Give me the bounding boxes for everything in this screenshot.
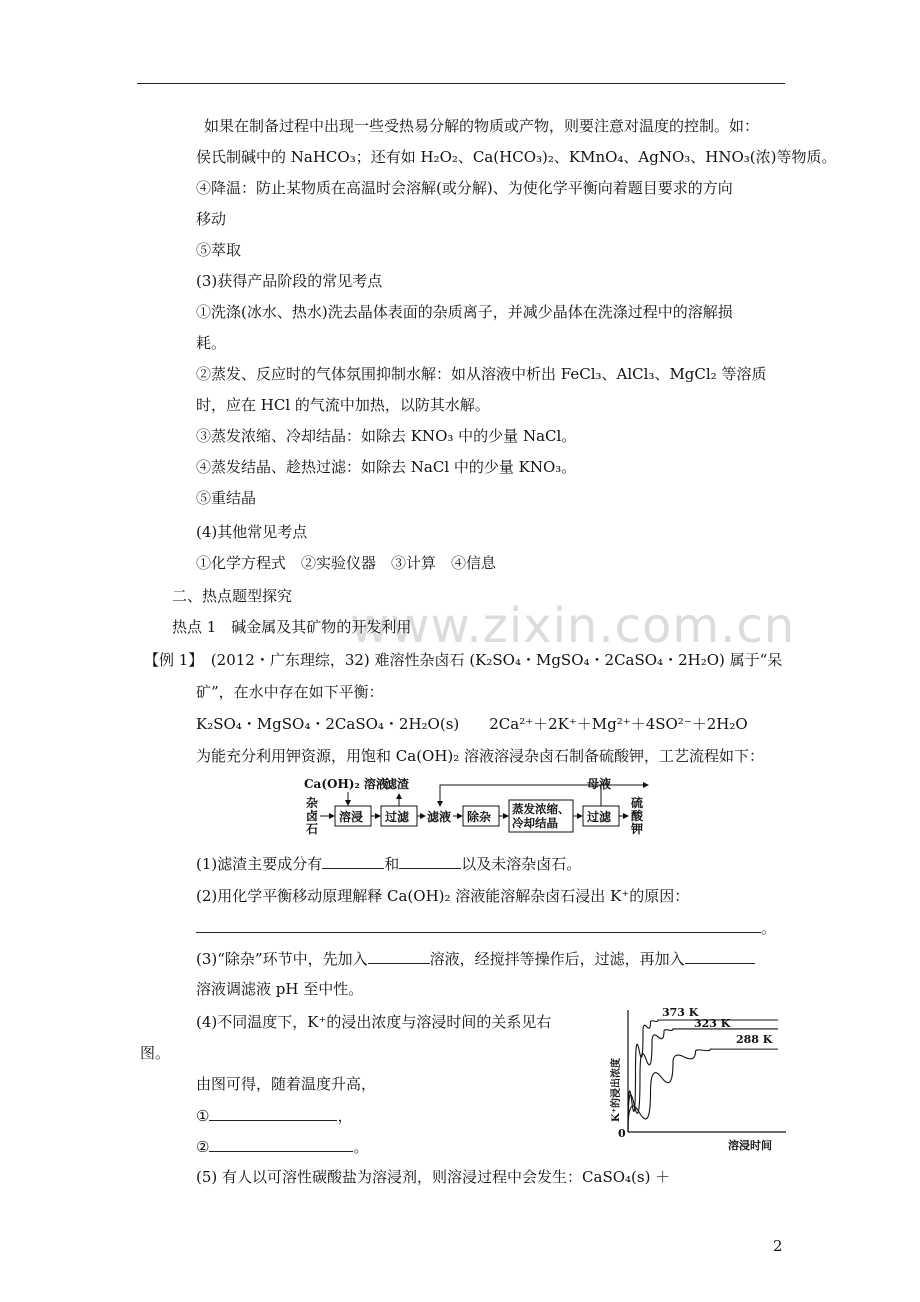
header-rule bbox=[137, 83, 785, 84]
text-line: ①洗涤(冰水、热水)洗去晶体表面的杂质离子，并减少晶体在洗涤过程中的溶解损 bbox=[196, 303, 733, 321]
text-line: 如果在制备过程中出现一些受热易分解的物质或产物，则要注意对温度的控制。如： bbox=[204, 117, 760, 135]
text-line: 为能充分利用钾资源，用饱和 Ca(OH)₂ 溶液溶浸杂卤石制备硫酸钾，工艺流程如下： bbox=[196, 747, 765, 765]
label-residue: 滤渣 bbox=[385, 777, 410, 791]
q1-text: 以及未溶杂卤石。 bbox=[461, 855, 582, 873]
page-number: 2 bbox=[773, 1237, 783, 1255]
question-4-item1 bbox=[196, 1105, 352, 1126]
q4-item1-end: ， bbox=[337, 1107, 353, 1125]
label-caoh2: Ca(OH)₂ 溶液 bbox=[304, 777, 388, 791]
question-4-item2 bbox=[196, 1136, 368, 1157]
process-flow-diagram bbox=[300, 773, 660, 839]
box-purify-label: 除杂 bbox=[467, 810, 492, 824]
q2-end: 。 bbox=[761, 919, 777, 937]
text-line: ④蒸发结晶、趁热过滤：如除去 NaCl 中的少量 KNO₃。 bbox=[196, 458, 577, 476]
label-end: 钾 bbox=[631, 822, 644, 836]
q3-blank-1[interactable] bbox=[368, 948, 430, 964]
equation-line: K₂SO₄・MgSO₄・2CaSO₄・2H₂O(s) 2Ca²⁺＋2K⁺＋Mg²⁺＋4SO²⁻＋2H₂O bbox=[196, 715, 748, 733]
label-filtrate: 滤液 bbox=[427, 810, 452, 824]
label-start: 杂 bbox=[306, 796, 319, 810]
label-start: 卤 bbox=[306, 809, 319, 823]
x-axis-label: 溶浸时间 bbox=[728, 1139, 772, 1152]
question-3 bbox=[196, 948, 755, 969]
question-4-line2: 图。 bbox=[140, 1044, 171, 1062]
q4-blank-2[interactable] bbox=[209, 1136, 353, 1152]
box-leach-label: 溶浸 bbox=[339, 810, 364, 824]
q3-blank-2[interactable] bbox=[685, 948, 755, 964]
section-heading: (4)其他常见考点 bbox=[196, 523, 308, 541]
label-end: 酸 bbox=[631, 809, 644, 823]
y-axis-label: K⁺的浸出浓度 bbox=[611, 1058, 622, 1122]
text-line: 侯氏制碱中的 NaHCO₃；还有如 H₂O₂、Ca(HCO₃)₂、KMnO₄、AgNO₃、HNO₃(浓)等物质。 bbox=[196, 148, 837, 166]
leaching-concentration-chart bbox=[606, 1000, 790, 1152]
q3-text: 溶液，经搅拌等操作后，过滤，再加入 bbox=[429, 950, 685, 968]
question-5: (5) 有人以可溶性碳酸盐为溶浸剂，则溶浸过程中会发生：CaSO₄(s) ＋ bbox=[196, 1168, 671, 1186]
question-1 bbox=[196, 853, 581, 874]
q1-blank-1[interactable] bbox=[322, 853, 384, 869]
question-2: (2)用化学平衡移动原理解释 Ca(OH)₂ 溶液能溶解杂卤石浸出 K⁺的原因： bbox=[196, 887, 690, 905]
section-heading: (3)获得产品阶段的常见考点 bbox=[196, 272, 383, 290]
text-line: ②蒸发、反应时的气体氛围抑制水解：如从溶液中析出 FeCl₃、AlCl₃、MgCl₂ 等溶质 bbox=[196, 365, 767, 383]
series-label-1: 373 K bbox=[662, 1006, 699, 1019]
question-4: (4)不同温度下，K⁺的浸出浓度与溶浸时间的关系见右 bbox=[196, 1013, 552, 1031]
text-line: ③蒸发浓缩、冷却结晶：如除去 KNO₃ 中的少量 NaCl。 bbox=[196, 427, 577, 445]
label-start: 石 bbox=[306, 822, 319, 836]
label-mother-liquor: 母液 bbox=[587, 777, 612, 791]
text-line: ⑤重结晶 bbox=[196, 489, 257, 507]
question-3-line2: 溶液调滤液 pH 至中性。 bbox=[196, 980, 364, 998]
series-label-2: 323 K bbox=[694, 1016, 731, 1030]
topic-heading: 热点 1 碱金属及其矿物的开发利用 bbox=[172, 618, 412, 636]
box-evaporate-label: 冷却结晶 bbox=[512, 816, 558, 830]
origin-label: 0 bbox=[618, 1127, 626, 1140]
q4-blank-1[interactable] bbox=[209, 1105, 337, 1121]
text-line: 时，应在 HCl 的气流中加热，以防其水解。 bbox=[196, 396, 490, 414]
watermark: www.zixin.com.cn bbox=[350, 598, 796, 654]
q2-blank[interactable] bbox=[196, 917, 761, 933]
box-filter-1-label: 过滤 bbox=[385, 810, 410, 824]
example-line: 【例 1】 (2012・广东理综，32) 难溶性杂卤石 (K₂SO₄・MgSO₄・2CaSO₄・2H₂O) 属于“呆 bbox=[144, 651, 783, 669]
label-end: 硫 bbox=[631, 796, 644, 810]
text-line: ④降温：防止某物质在高温时会溶解(或分解)、为使化学平衡向着题目要求的方向 bbox=[196, 179, 733, 197]
text-line: 矿”，在水中存在如下平衡： bbox=[196, 683, 384, 701]
question-2-answer bbox=[196, 917, 776, 938]
q1-text: 和 bbox=[384, 855, 400, 873]
box-filter-2-label: 过滤 bbox=[587, 810, 612, 824]
q4-item1-marker: ① bbox=[196, 1107, 210, 1125]
section-heading: 二、热点题型探究 bbox=[172, 587, 293, 605]
q1-text: (1)滤渣主要成分有 bbox=[196, 855, 323, 873]
q4-item2-marker: ② bbox=[196, 1138, 210, 1156]
series-label-3: 288 K bbox=[736, 1033, 773, 1047]
box-evaporate-label: 蒸发浓缩、 bbox=[512, 802, 570, 816]
text-line: 耗。 bbox=[196, 334, 227, 352]
text-line: ⑤萃取 bbox=[196, 241, 242, 259]
q3-text: (3)“除杂”环节中，先加入 bbox=[196, 950, 368, 968]
q4-item2-end: 。 bbox=[353, 1138, 369, 1156]
q1-blank-2[interactable] bbox=[399, 853, 461, 869]
text-line: ①化学方程式 ②实验仪器 ③计算 ④信息 bbox=[196, 554, 497, 572]
question-4-line3: 由图可得，随着温度升高， bbox=[196, 1075, 377, 1093]
text-line: 移动 bbox=[196, 210, 227, 228]
